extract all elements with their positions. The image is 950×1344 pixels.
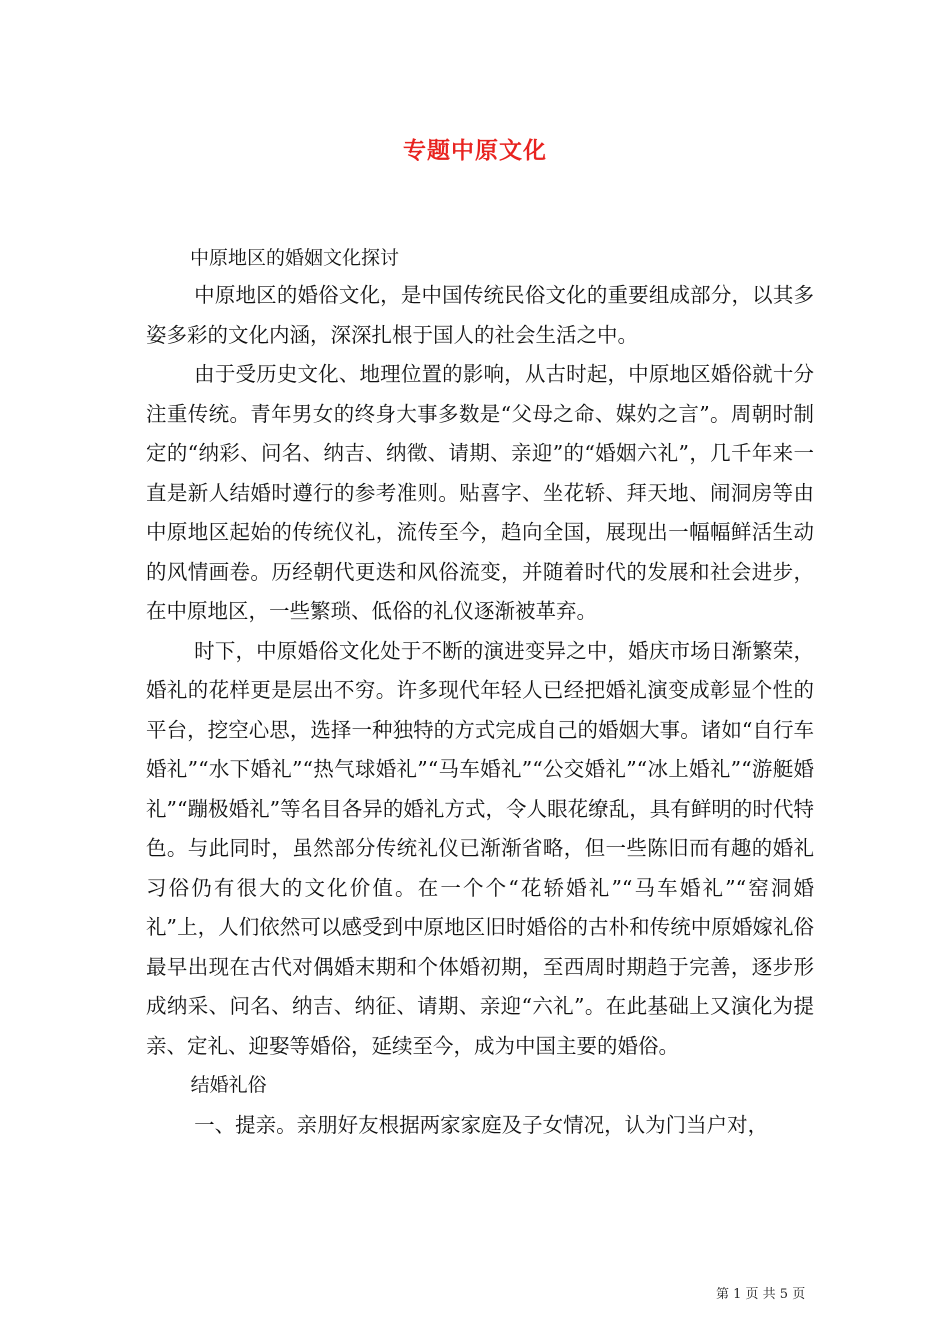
paragraph-intro: 中原地区的婚俗文化，是中国传统民俗文化的重要组成部分，以其多姿多彩的文化内涵，深深扎根于国人的社会生活之中。 <box>146 283 814 347</box>
paragraph-proposal: 一、提亲。亲朋好友根据两家家庭及子女情况，认为门当户对， <box>194 1112 769 1137</box>
document-title: 专题中原文化 <box>403 138 547 164</box>
page-number: 第 1 页 共 5 页 <box>716 1287 806 1302</box>
paragraph-history: 由于受历史文化、地理位置的影响，从古时起，中原地区婚俗就十分注重传统。青年男女的终身大事多数是“父母之命、媒妁之言”。周朝时制定的“纳彩、问名、纳吉、纳徵、请期、亲迎”的“婚姻六礼”，几千年来一直是新人结婚时遵行的参考准则。贴喜字、坐花轿、拜天地、闹洞房等由中原地区起始的传统仪礼，流传至今，趋向全国，展现出一幅幅鲜活生动的风情画卷。历经朝代更迭和风俗流变，并随着时代的发展和社会进步，在中原地区，一些繁琐、低俗的礼仪逐渐被革弃。 <box>146 362 814 623</box>
document-subtitle: 中原地区的婚姻文化探讨 <box>190 247 400 269</box>
document-body <box>146 276 814 1145</box>
paragraph-modern: 时下，中原婚俗文化处于不断的演进变异之中，婚庆市场日渐繁荣，婚礼的花样更是层出不穷。许多现代年轻人已经把婚礼演变成彰显个性的平台，挖空心思，选择一种独特的方式完成自己的婚姻大事。诸如“自行车婚礼”“水下婚礼”“热气球婚礼”“马车婚礼”“公交婚礼”“冰上婚礼”“游艇婚礼”“蹦极婚礼”等名目各异的婚礼方式，令人眼花缭乱，具有鲜明的时代特色。与此同时，虽然部分传统礼仪已渐渐省略，但一些陈旧而有趣的婚礼习俗仍有很大的文化价值。在一个个“花轿婚礼”“马车婚礼”“窑洞婚礼”上，人们依然可以感受到中原地区旧时婚俗的古朴和传统中原婚嫁礼俗最早出现在古代对偶婚末期和个体婚初期，至西周时期趋于完善，逐步形成纳采、问名、纳吉、纳征、请期、亲迎“六礼”。在此基础上又演化为提亲、定礼、迎娶等婚俗，延续至今，成为中国主要的婚俗。 <box>146 638 814 1058</box>
section-heading: 结婚礼俗 <box>190 1074 267 1096</box>
